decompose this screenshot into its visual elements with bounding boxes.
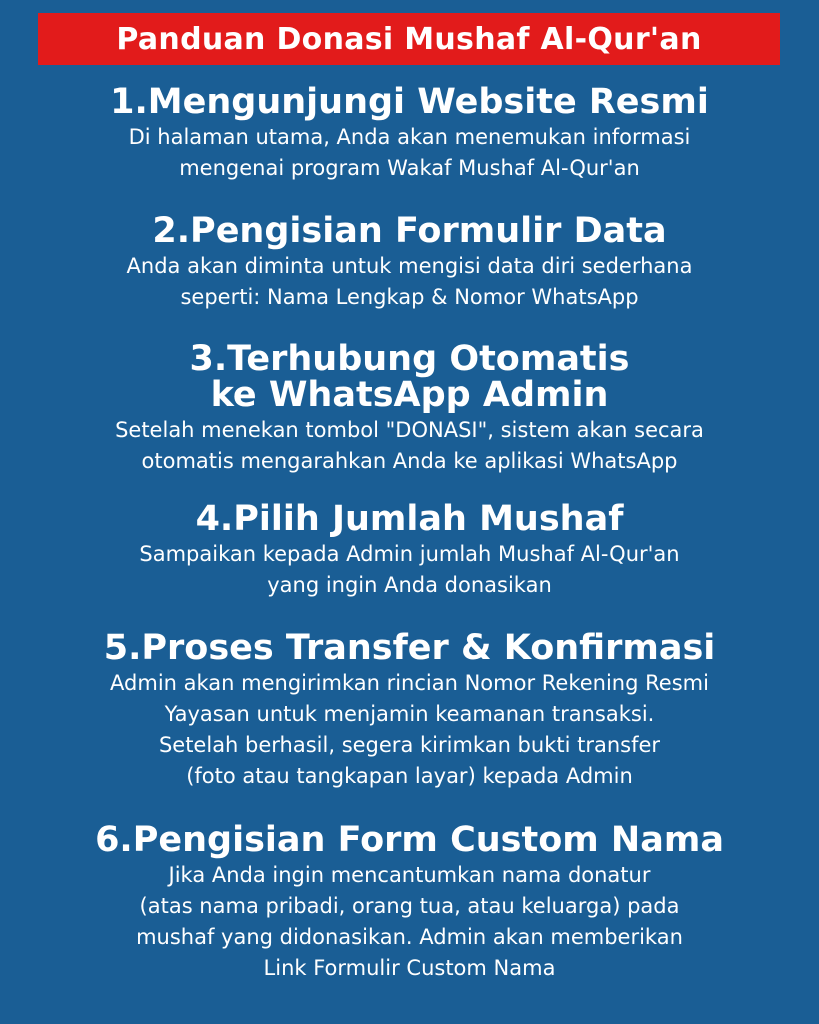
step-description-line: (foto atau tangkapan layar) kepada Admin — [186, 764, 633, 788]
step-description — [0, 539, 819, 601]
step-description-line: Sampaikan kepada Admin jumlah Mushaf Al-Qur'an — [139, 542, 680, 566]
step-description-line: Setelah berhasil, segera kirimkan bukti transfer — [158, 733, 661, 757]
step-heading-line: 5.Proses Transfer & Konfirmasi — [103, 628, 716, 668]
step-description — [0, 668, 819, 792]
step-1 — [0, 84, 819, 184]
step-description-line: Setelah menekan tombol "DONASI", sistem akan secara — [115, 418, 704, 442]
step-heading — [0, 84, 819, 120]
step-description-line: otomatis mengarahkan Anda ke aplikasi WhatsApp — [141, 449, 678, 473]
step-heading-line: 2.Pengisian Formulir Data — [152, 211, 667, 251]
step-description-line: yang ingin Anda donasikan — [267, 573, 552, 597]
step-6 — [0, 822, 819, 984]
step-description — [0, 122, 819, 184]
step-4 — [0, 501, 819, 601]
step-description-line: mushaf yang didonasikan. Admin akan memberikan — [136, 925, 683, 949]
step-2 — [0, 213, 819, 313]
step-description-line: Admin akan mengirimkan rincian Nomor Rekening Resmi — [110, 671, 709, 695]
step-description — [0, 251, 819, 313]
title-banner — [38, 13, 780, 65]
step-description-line: seperti: Nama Lengkap & Nomor WhatsApp — [180, 285, 639, 309]
step-5 — [0, 630, 819, 792]
step-description-line: Jika Anda ingin mencantumkan nama donatur — [168, 863, 651, 887]
step-description-line: Yayasan untuk menjamin keamanan transaksi. — [164, 702, 655, 726]
step-description-line: (atas nama pribadi, orang tua, atau keluarga) pada — [139, 894, 680, 918]
step-heading — [0, 501, 819, 537]
step-description-line: Link Formulir Custom Nama — [263, 956, 556, 980]
step-heading-line: 4.Pilih Jumlah Mushaf — [195, 499, 624, 539]
step-3 — [0, 341, 819, 477]
step-heading-line: 3.Terhubung Otomatis — [189, 339, 630, 379]
step-description — [0, 860, 819, 984]
step-description-line: Anda akan diminta untuk mengisi data diri sederhana — [126, 254, 693, 278]
step-heading-line: ke WhatsApp Admin — [210, 375, 609, 415]
step-heading — [0, 822, 819, 858]
page-title: Panduan Donasi Mushaf Al-Qur'an — [116, 21, 702, 57]
step-heading — [0, 341, 819, 413]
step-description-line: Di halaman utama, Anda akan menemukan informasi — [128, 125, 691, 149]
step-description — [0, 415, 819, 477]
step-heading — [0, 213, 819, 249]
step-heading — [0, 630, 819, 666]
step-description-line: mengenai program Wakaf Mushaf Al-Qur'an — [179, 156, 640, 180]
step-heading-line: 6.Pengisian Form Custom Nama — [95, 820, 724, 860]
step-heading-line: 1.Mengunjungi Website Resmi — [110, 82, 709, 122]
